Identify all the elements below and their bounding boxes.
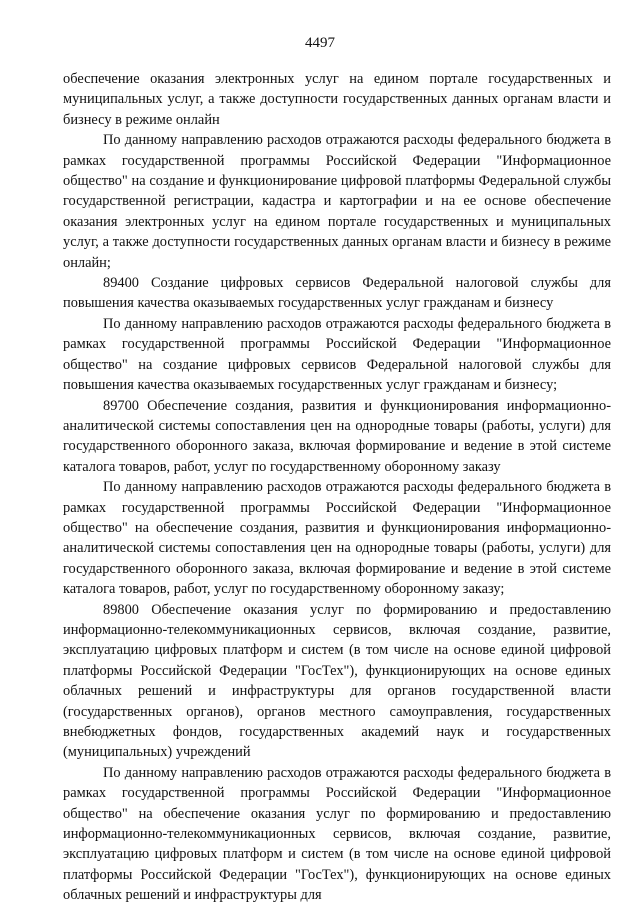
paragraph-rosreestr-platform-expenses: По данному направлению расходов отражаются расходы федерального бюджета в рамках государственной программы Российской Федерации "Информационное общество" на создание и функционирование цифровой платформы Федеральной службы государственной регистрации, кадастра и картографии и на ее основе обеспечение оказания электронных услуг на едином портале государственных и муниципальных услуг, а также доступности государственных данных органам власти и бизнесу в режиме онлайн; [63, 132, 611, 271]
paragraph-code-89700-heading: 89700 Обеспечение создания, развития и функционирования информационно-аналитической системы сопоставления цен на однородные товары (работы, услуги) для государственного оборонного заказа, включая формирование и ведение в этой системе каталога товаров, работ, услуг по государственному оборонному заказу [63, 397, 611, 475]
paragraph-code-89400-heading: 89400 Создание цифровых сервисов Федеральной налоговой службы для повышения качества оказываемых государственных услуг гражданам и бизнесу [63, 275, 611, 312]
paragraph-portal-services-continuation: обеспечение оказания электронных услуг на едином портале государственных и муниципальных услуг, а также доступности государственных данных органам власти и бизнесу в режиме онлайн [63, 71, 611, 128]
paragraph-code-89400-expenses: По данному направлению расходов отражаются расходы федерального бюджета в рамках государственной программы Российской Федерации "Информационное общество" на создание цифровых сервисов Федеральной налоговой службы для повышения качества оказываемых государственных услуг гражданам и бизнесу; [63, 315, 611, 394]
paragraph-code-89700-expenses: По данному направлению расходов отражаются расходы федерального бюджета в рамках государственной программы Российской Федерации "Информационное общество" на обеспечение создания, развития и функционирования информационно-аналитической системы сопоставления цен на однородные товары (работы, услуги) для государственного оборонного заказа, включая формирование и ведение в этой системе каталога товаров, работ, услуг по государственному оборонному заказу; [63, 479, 611, 598]
paragraph-code-89800-expenses: По данному направлению расходов отражаются расходы федерального бюджета в рамках государственной программы Российской Федерации "Информационное общество" на обеспечение оказания услуг по формированию и предоставлению информационно-телекоммуникационных сервисов, включая создание, развитие, эксплуатацию цифровых платформ и систем (в том числе на основе единой цифровой платформы Российской Федерации "ГосТех"), функционирующих на основе единых облачных решений и инфраструктуры для [63, 764, 611, 904]
paragraph-code-89800-heading: 89800 Обеспечение оказания услуг по формированию и предоставлению информационно-телекоммуникационных сервисов, включая создание, развитие, эксплуатацию цифровых платформ и систем (в том числе на основе единой цифровой платформы Российской Федерации "ГосТех"), функционирующих на основе единых облачных решений и инфраструктуры для органов государственной власти (государственных органов), органов местного самоуправления, государственных внебюджетных фондов, государственных академий наук и государственных (муниципальных) учреждений [63, 601, 611, 761]
document-body [63, 69, 611, 906]
page-number: 4497 [305, 35, 335, 51]
